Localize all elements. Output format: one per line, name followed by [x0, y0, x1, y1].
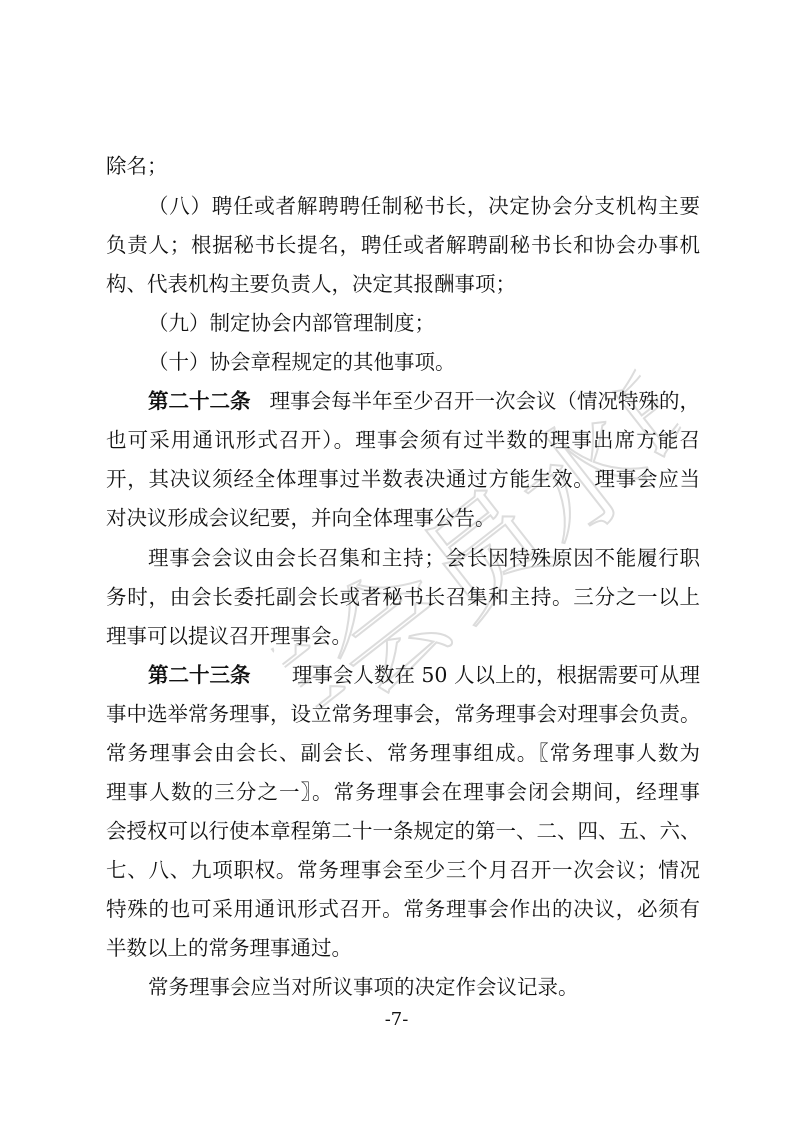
- text-line: （九）制定协会内部管理制度；: [148, 311, 435, 335]
- text-line: 会授权可以行使本章程第二十一条规定的第一、二、四、五、六、: [106, 819, 700, 843]
- text-line: 负责人；根据秘书长提名，聘任或者解聘副秘书长和协会办事机: [106, 233, 700, 257]
- text-line: 理事人数的三分之一〗。常务理事会在理事会闭会期间，经理事: [106, 780, 700, 804]
- text-line: 特殊的也可采用通讯形式召开。常务理事会作出的决议，必须有: [106, 897, 700, 921]
- text-line: 务时，由会长委托副会长或者秘书长召集和主持。三分之一以上: [106, 585, 700, 609]
- text-line: 对决议形成会议纪要，并向全体理事公告。: [106, 506, 496, 530]
- text-line: 事中选举常务理事，设立常务理事会，常务理事会对理事会负责。: [106, 702, 700, 726]
- text-line: （八）聘任或者解聘聘任制秘书长，决定协会分支机构主要: [148, 194, 700, 218]
- text-line: 理事会会议由会长召集和主持；会长因特殊原因不能履行职: [148, 546, 700, 570]
- text-line: 也可采用通讯形式召开）。理事会须有过半数的理事出席方能召: [106, 428, 700, 452]
- text-line: 开，其决议须经全体理事过半数表决通过方能生效。理事会应当: [106, 467, 700, 491]
- watermark-text: 非会员水印: [245, 333, 725, 767]
- page-number: -7-: [384, 1009, 409, 1030]
- article-23-heading: 第二十三条: [148, 663, 251, 687]
- text-line: （十）协会章程规定的其他事项。: [148, 350, 456, 374]
- text-line: 除名；: [106, 154, 168, 178]
- article-22-heading: 第二十二条: [148, 389, 251, 413]
- text-line: 构、代表机构主要负责人，决定其报酬事项；: [106, 272, 516, 296]
- article-22-text: 理事会每半年至少召开一次会议（情况特殊的，: [269, 389, 700, 413]
- text-line: 七、八、九项职权。常务理事会至少三个月召开一次会议；情况: [106, 858, 700, 882]
- article-23-first-line: [148, 657, 700, 693]
- text-line: 常务理事会由会长、副会长、常务理事组成。〖常务理事人数为: [106, 741, 700, 765]
- text-line: 理事可以提议召开理事会。: [106, 624, 352, 648]
- article-22-first-line: [148, 383, 700, 419]
- text-line: 半数以上的常务理事通过。: [106, 936, 352, 960]
- text-line: 常务理事会应当对所议事项的决定作会议记录。: [148, 975, 579, 999]
- article-23-text: 理事会人数在 50 人以上的，根据需要可从理: [291, 663, 700, 687]
